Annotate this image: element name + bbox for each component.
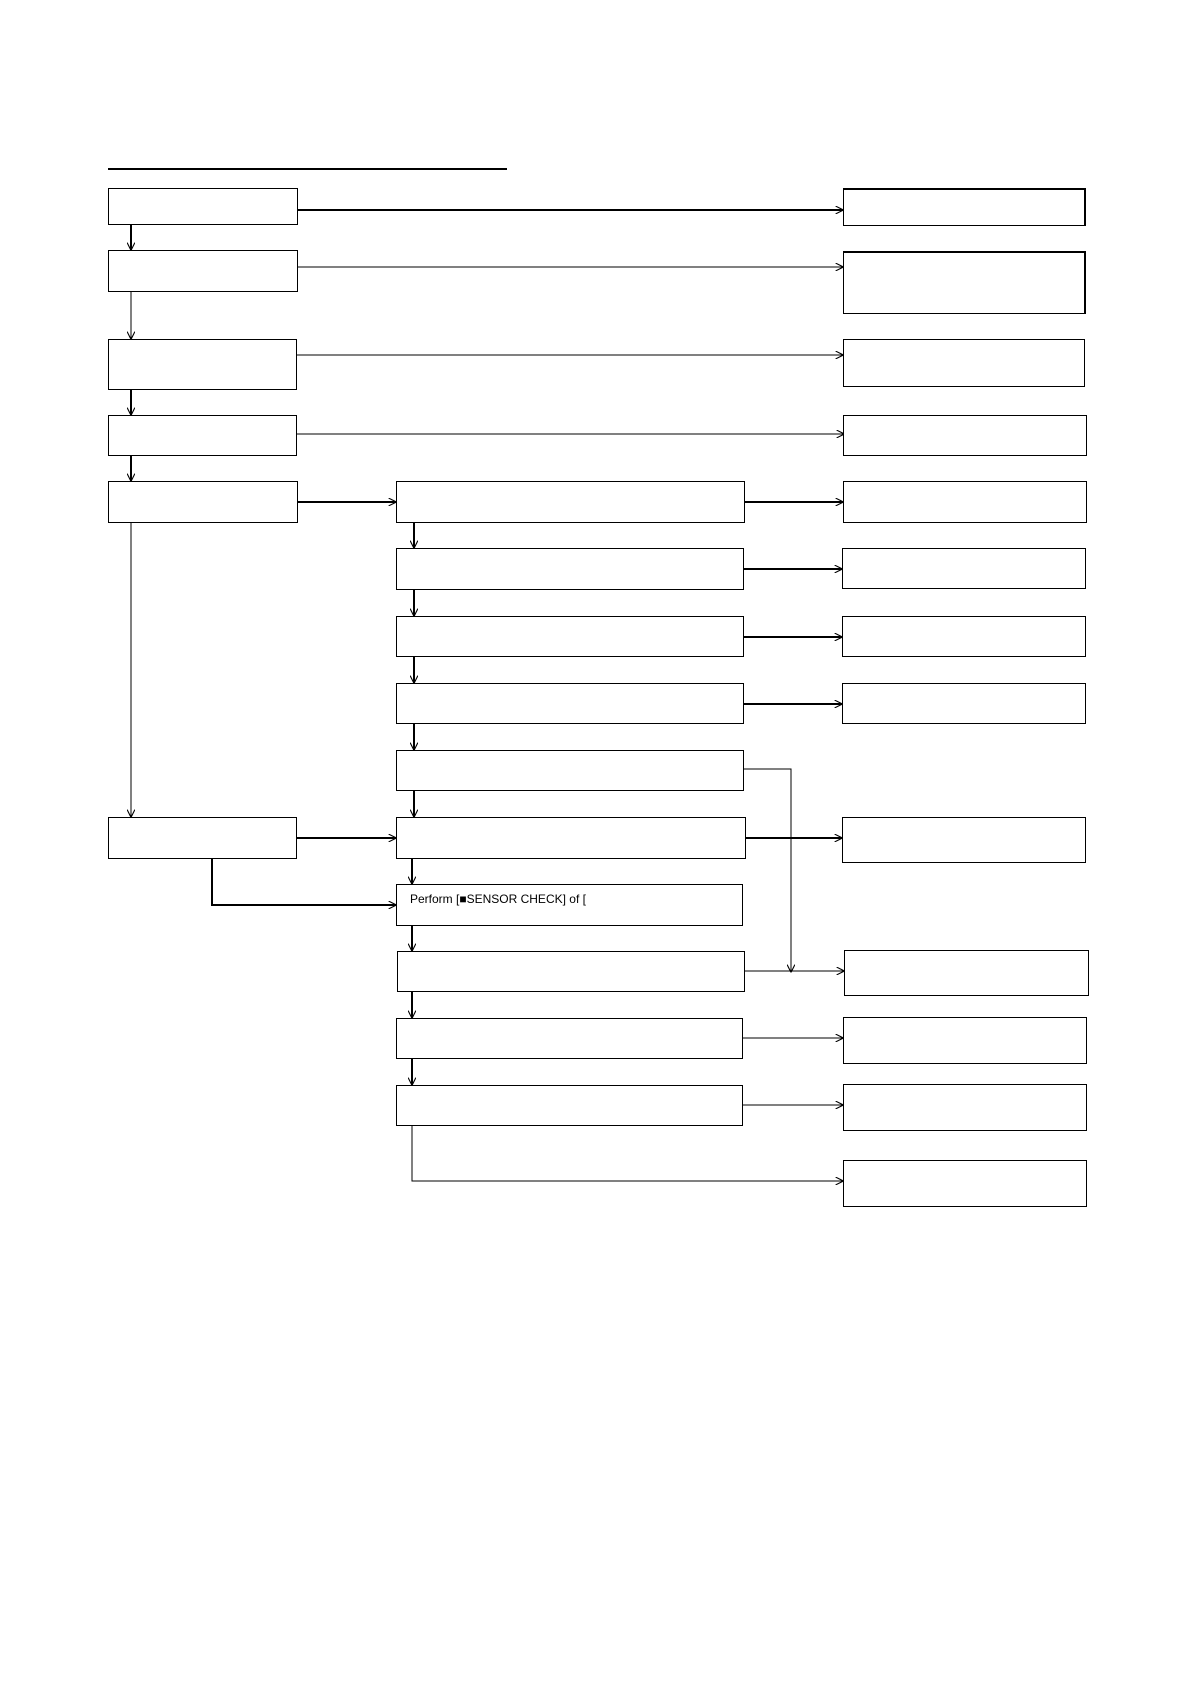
flow-box-right-8 [842, 683, 1086, 724]
flow-box-right-2 [843, 251, 1086, 314]
flow-box-mid-8 [397, 951, 745, 992]
flow-box-right-1 [843, 188, 1086, 226]
flow-box-mid-5 [396, 750, 744, 791]
flow-box-mid-4 [396, 683, 744, 724]
flow-box-mid-6 [396, 817, 746, 859]
flow-box-mid-1 [396, 481, 745, 523]
edge-mid-10-right-13 [412, 1126, 843, 1181]
flow-box-right-3 [843, 339, 1085, 387]
flow-box-right-5 [843, 481, 1087, 523]
flow-box-right-13 [843, 1160, 1087, 1207]
flow-box-label: Perform [■SENSOR CHECK] of [ [410, 892, 586, 906]
flow-box-right-11 [843, 1017, 1087, 1064]
flow-box-left-1 [108, 188, 298, 225]
flow-box-right-10 [844, 950, 1089, 996]
flow-box-left-3 [108, 339, 297, 390]
flow-box-left-4 [108, 415, 297, 456]
flow-box-mid-3 [396, 616, 744, 657]
edge-left-6-mid-7 [212, 859, 396, 905]
flow-box-right-6 [842, 548, 1086, 589]
flow-box-mid-2 [396, 548, 744, 590]
flow-box-mid-10 [396, 1085, 743, 1126]
flow-box-left-2 [108, 250, 298, 292]
edge-mid-5-right-10 [744, 769, 791, 972]
flow-box-right-12 [843, 1084, 1087, 1131]
flow-box-mid-9 [396, 1018, 743, 1059]
flow-box-right-4 [843, 415, 1087, 456]
flow-box-mid-7 [396, 884, 743, 926]
flow-box-left-6 [108, 817, 297, 859]
flow-box-right-7 [842, 616, 1086, 657]
flow-box-left-5 [108, 481, 298, 523]
flow-box-right-9 [842, 817, 1086, 863]
